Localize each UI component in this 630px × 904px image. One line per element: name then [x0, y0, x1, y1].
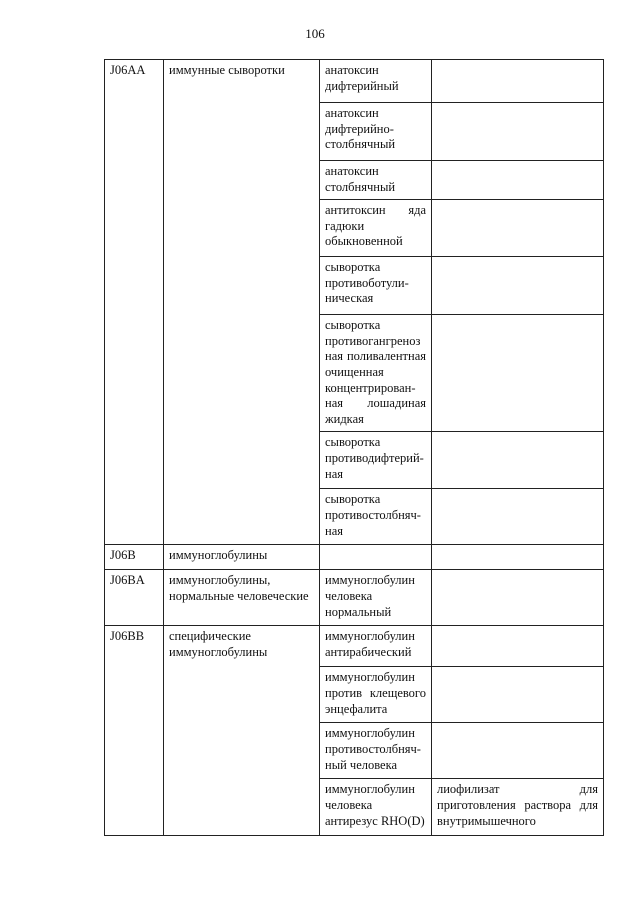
drug-name-cell: сыворотка противогангреноз ная поливалентная очищенная концентрирован-ная лошадиная жидкая — [320, 315, 432, 432]
page-number: 106 — [305, 26, 325, 41]
drug-table — [104, 59, 604, 836]
drug-name-cell: иммуноглобулин человека нормальный — [320, 570, 432, 626]
table-row — [105, 545, 604, 570]
drug-name-cell — [320, 545, 432, 570]
atc-code-cell: J06BB — [105, 626, 164, 836]
atc-code-cell: J06BA — [105, 570, 164, 626]
dosage-form-cell — [432, 103, 604, 161]
dosage-form-cell — [432, 723, 604, 779]
drug-name-cell: сыворотка противоботули-ническая — [320, 257, 432, 315]
dosage-form-cell — [432, 200, 604, 257]
dosage-form-cell — [432, 315, 604, 432]
drug-name-cell: сыворотка противостолбняч-ная — [320, 489, 432, 545]
dosage-form-cell — [432, 60, 604, 103]
drug-name-cell: иммуноглобулин человека антирезус RHO(D) — [320, 779, 432, 836]
dosage-form-cell — [432, 545, 604, 570]
atc-group-cell: иммунные сыворотки — [164, 60, 320, 545]
drug-name-cell: иммуноглобулин против клещевого энцефалита — [320, 667, 432, 723]
drug-name-cell: иммуноглобулин антирабический — [320, 626, 432, 667]
table-row — [105, 60, 604, 103]
table-row — [105, 570, 604, 626]
dosage-form-cell — [432, 432, 604, 489]
atc-group-cell: иммуноглобулины — [164, 545, 320, 570]
dosage-form-cell — [432, 489, 604, 545]
dosage-form-cell — [432, 161, 604, 200]
dosage-form-cell — [432, 626, 604, 667]
dosage-form-cell — [432, 570, 604, 626]
drug-name-cell: анатоксин дифтерийно-столбнячный — [320, 103, 432, 161]
drug-name-cell: иммуноглобулин противостолбняч-ный человека — [320, 723, 432, 779]
atc-group-cell: иммуноглобулины, нормальные человеческие — [164, 570, 320, 626]
atc-code-cell: J06AA — [105, 60, 164, 545]
table-row — [105, 626, 604, 667]
drug-name-cell: анатоксин столбнячный — [320, 161, 432, 200]
dosage-form-cell: лиофилизат для приготовления раствора для внутримышечного — [432, 779, 604, 836]
dosage-form-cell — [432, 257, 604, 315]
drug-name-cell: анатоксин дифтерийный — [320, 60, 432, 103]
atc-code-cell: J06B — [105, 545, 164, 570]
drug-name-cell: сыворотка противодифтерий-ная — [320, 432, 432, 489]
dosage-form-cell — [432, 667, 604, 723]
atc-group-cell: специфические иммуноглобулины — [164, 626, 320, 836]
drug-name-cell: антитоксин яда гадюки обыкновенной — [320, 200, 432, 257]
